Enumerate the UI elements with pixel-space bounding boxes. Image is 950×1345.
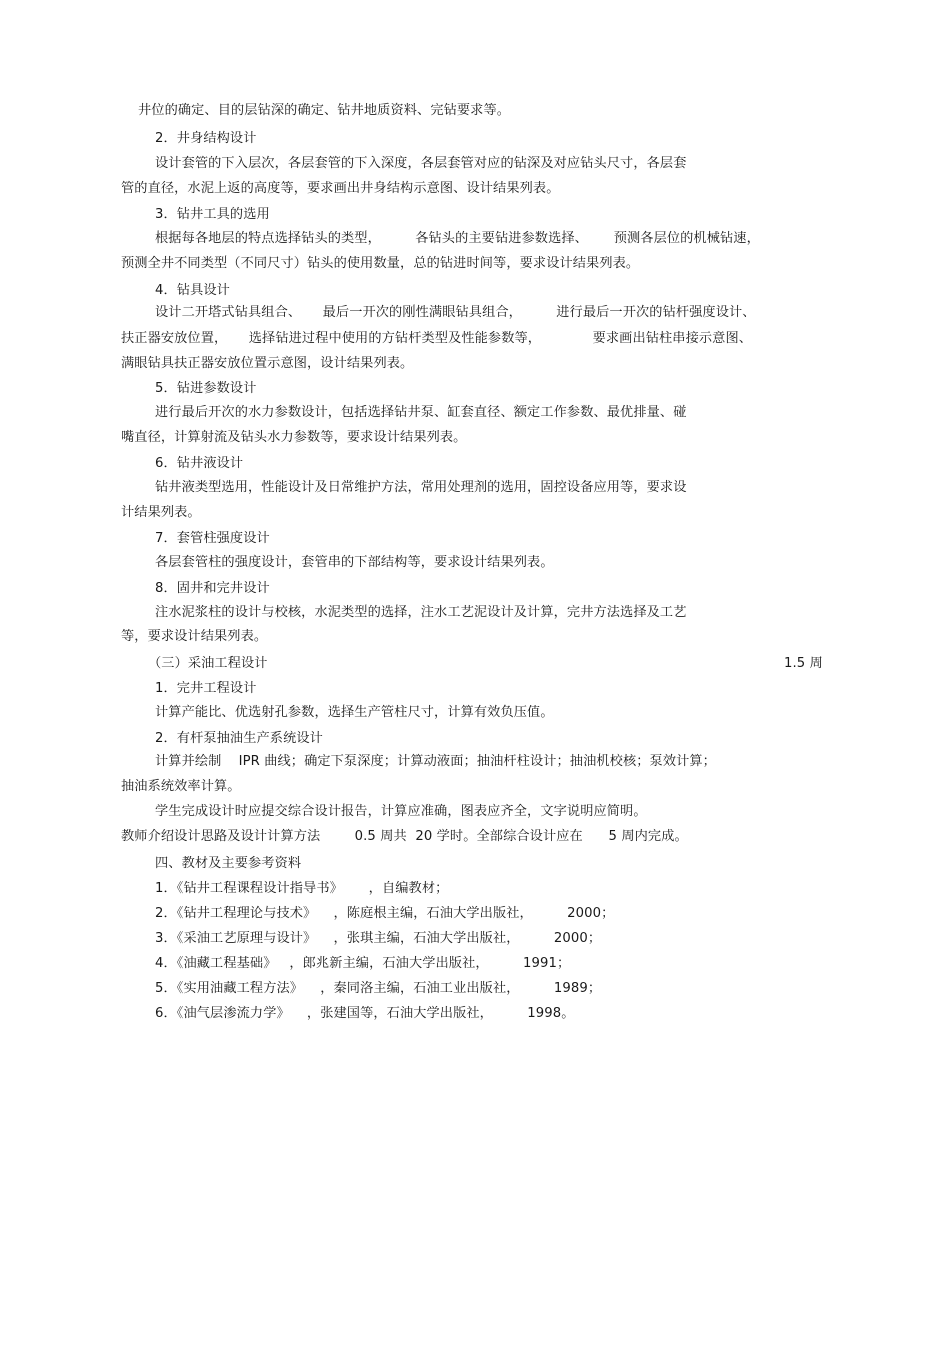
section-heading: 3．钻井工具的选用 <box>155 207 270 222</box>
text-line: 设计套管的下入层次，各层套管的下入深度，各层套管对应的钻深及对应钻头尺寸，各层套 <box>155 156 687 171</box>
text-line: 教师介绍设计思路及设计计算方法 0.5 周共 20 学时。全部综合设计应在 5 周内完成。 <box>121 829 688 844</box>
text-line: 管的直径，水泥上返的高度等，要求画出井身结构示意图、设计结果列表。 <box>121 181 560 196</box>
text-line: 计算产能比、优选射孔参数，选择生产管柱尺寸，计算有效负压值。 <box>155 705 554 720</box>
subsection-heading: （三）采油工程设计 <box>148 656 268 671</box>
text-line: 注水泥浆柱的设计与校核，水泥类型的选择，注水工艺泥设计及计算，完井方法选择及工艺 <box>155 605 687 620</box>
text-line: 计算并绘制 IPR 曲线；确定下泵深度；计算动液面；抽油杆柱设计；抽油机校核；泵效计算； <box>155 754 716 769</box>
section-heading: 8．固井和完井设计 <box>155 581 270 596</box>
text-line: 计结果列表。 <box>121 505 201 520</box>
section-heading: 7．套管柱强度设计 <box>155 531 270 546</box>
text-line: 等，要求设计结果列表。 <box>121 629 268 644</box>
text-line: 根据每各地层的特点选择钻头的类型， 各钻头的主要钻进参数选择、 预测各层位的机械钻速， <box>155 231 760 246</box>
text-line: 设计二开塔式钻具组合、 最后一开次的刚性满眼钻具组合， 进行最后一开次的钻杆强度设计、 <box>155 305 756 320</box>
section-heading: 2．井身结构设计 <box>155 131 257 146</box>
section-heading: 4．钻具设计 <box>155 283 230 298</box>
text-line: 预测全井不同类型（不同尺寸）钻头的使用数量，总的钻进时间等，要求设计结果列表。 <box>121 256 640 271</box>
reference-item: 5．《实用油藏工程方法》 ，秦同洛主编，石油工业出版社， 1989； <box>155 981 602 996</box>
reference-item: 6．《油气层渗流力学》 ，张建国等，石油大学出版社， 1998。 <box>155 1006 575 1021</box>
reference-item: 1．《钻井工程课程设计指导书》 ，自编教材； <box>155 881 449 896</box>
text-line: 抽油系统效率计算。 <box>121 779 241 794</box>
text-line: 钻井液类型选用，性能设计及日常维护方法，常用处理剂的选用，固控设备应用等，要求设 <box>155 480 687 495</box>
duration-label: 1.5 周 <box>784 656 823 671</box>
text-line: 进行最后开次的水力参数设计，包括选择钻井泵、缸套直径、额定工作参数、最优排量、碰 <box>155 405 687 420</box>
text-line: 学生完成设计时应提交综合设计报告，计算应准确，图表应齐全，文字说明应简明。 <box>155 804 647 819</box>
section-heading: 四、教材及主要参考资料 <box>155 856 302 871</box>
reference-item: 4．《油藏工程基础》 ，郎兆新主编，石油大学出版社， 1991； <box>155 956 571 971</box>
text-line: 各层套管柱的强度设计，套管串的下部结构等，要求设计结果列表。 <box>155 555 554 570</box>
text-line: 嘴直径，计算射流及钻头水力参数等，要求设计结果列表。 <box>121 430 467 445</box>
text-line: 扶正器安放位置， 选择钻进过程中使用的方钻杆类型及性能参数等， 要求画出钻柱串接示意图、 <box>121 331 753 346</box>
text-line: 满眼钻具扶正器安放位置示意图，设计结果列表。 <box>121 356 414 371</box>
reference-item: 3．《采油工艺原理与设计》 ，张琪主编，石油大学出版社， 2000； <box>155 931 602 946</box>
section-heading: 5．钻进参数设计 <box>155 381 257 396</box>
section-heading: 1．完井工程设计 <box>155 681 257 696</box>
section-heading: 6．钻井液设计 <box>155 456 244 471</box>
reference-item: 2．《钻井工程理论与技术》 ，陈庭根主编，石油大学出版社， 2000； <box>155 906 615 921</box>
section-heading: 2．有杆泵抽油生产系统设计 <box>155 731 323 746</box>
text-line: 井位的确定、目的层钻深的确定、钻井地质资料、完钻要求等。 <box>138 103 511 118</box>
